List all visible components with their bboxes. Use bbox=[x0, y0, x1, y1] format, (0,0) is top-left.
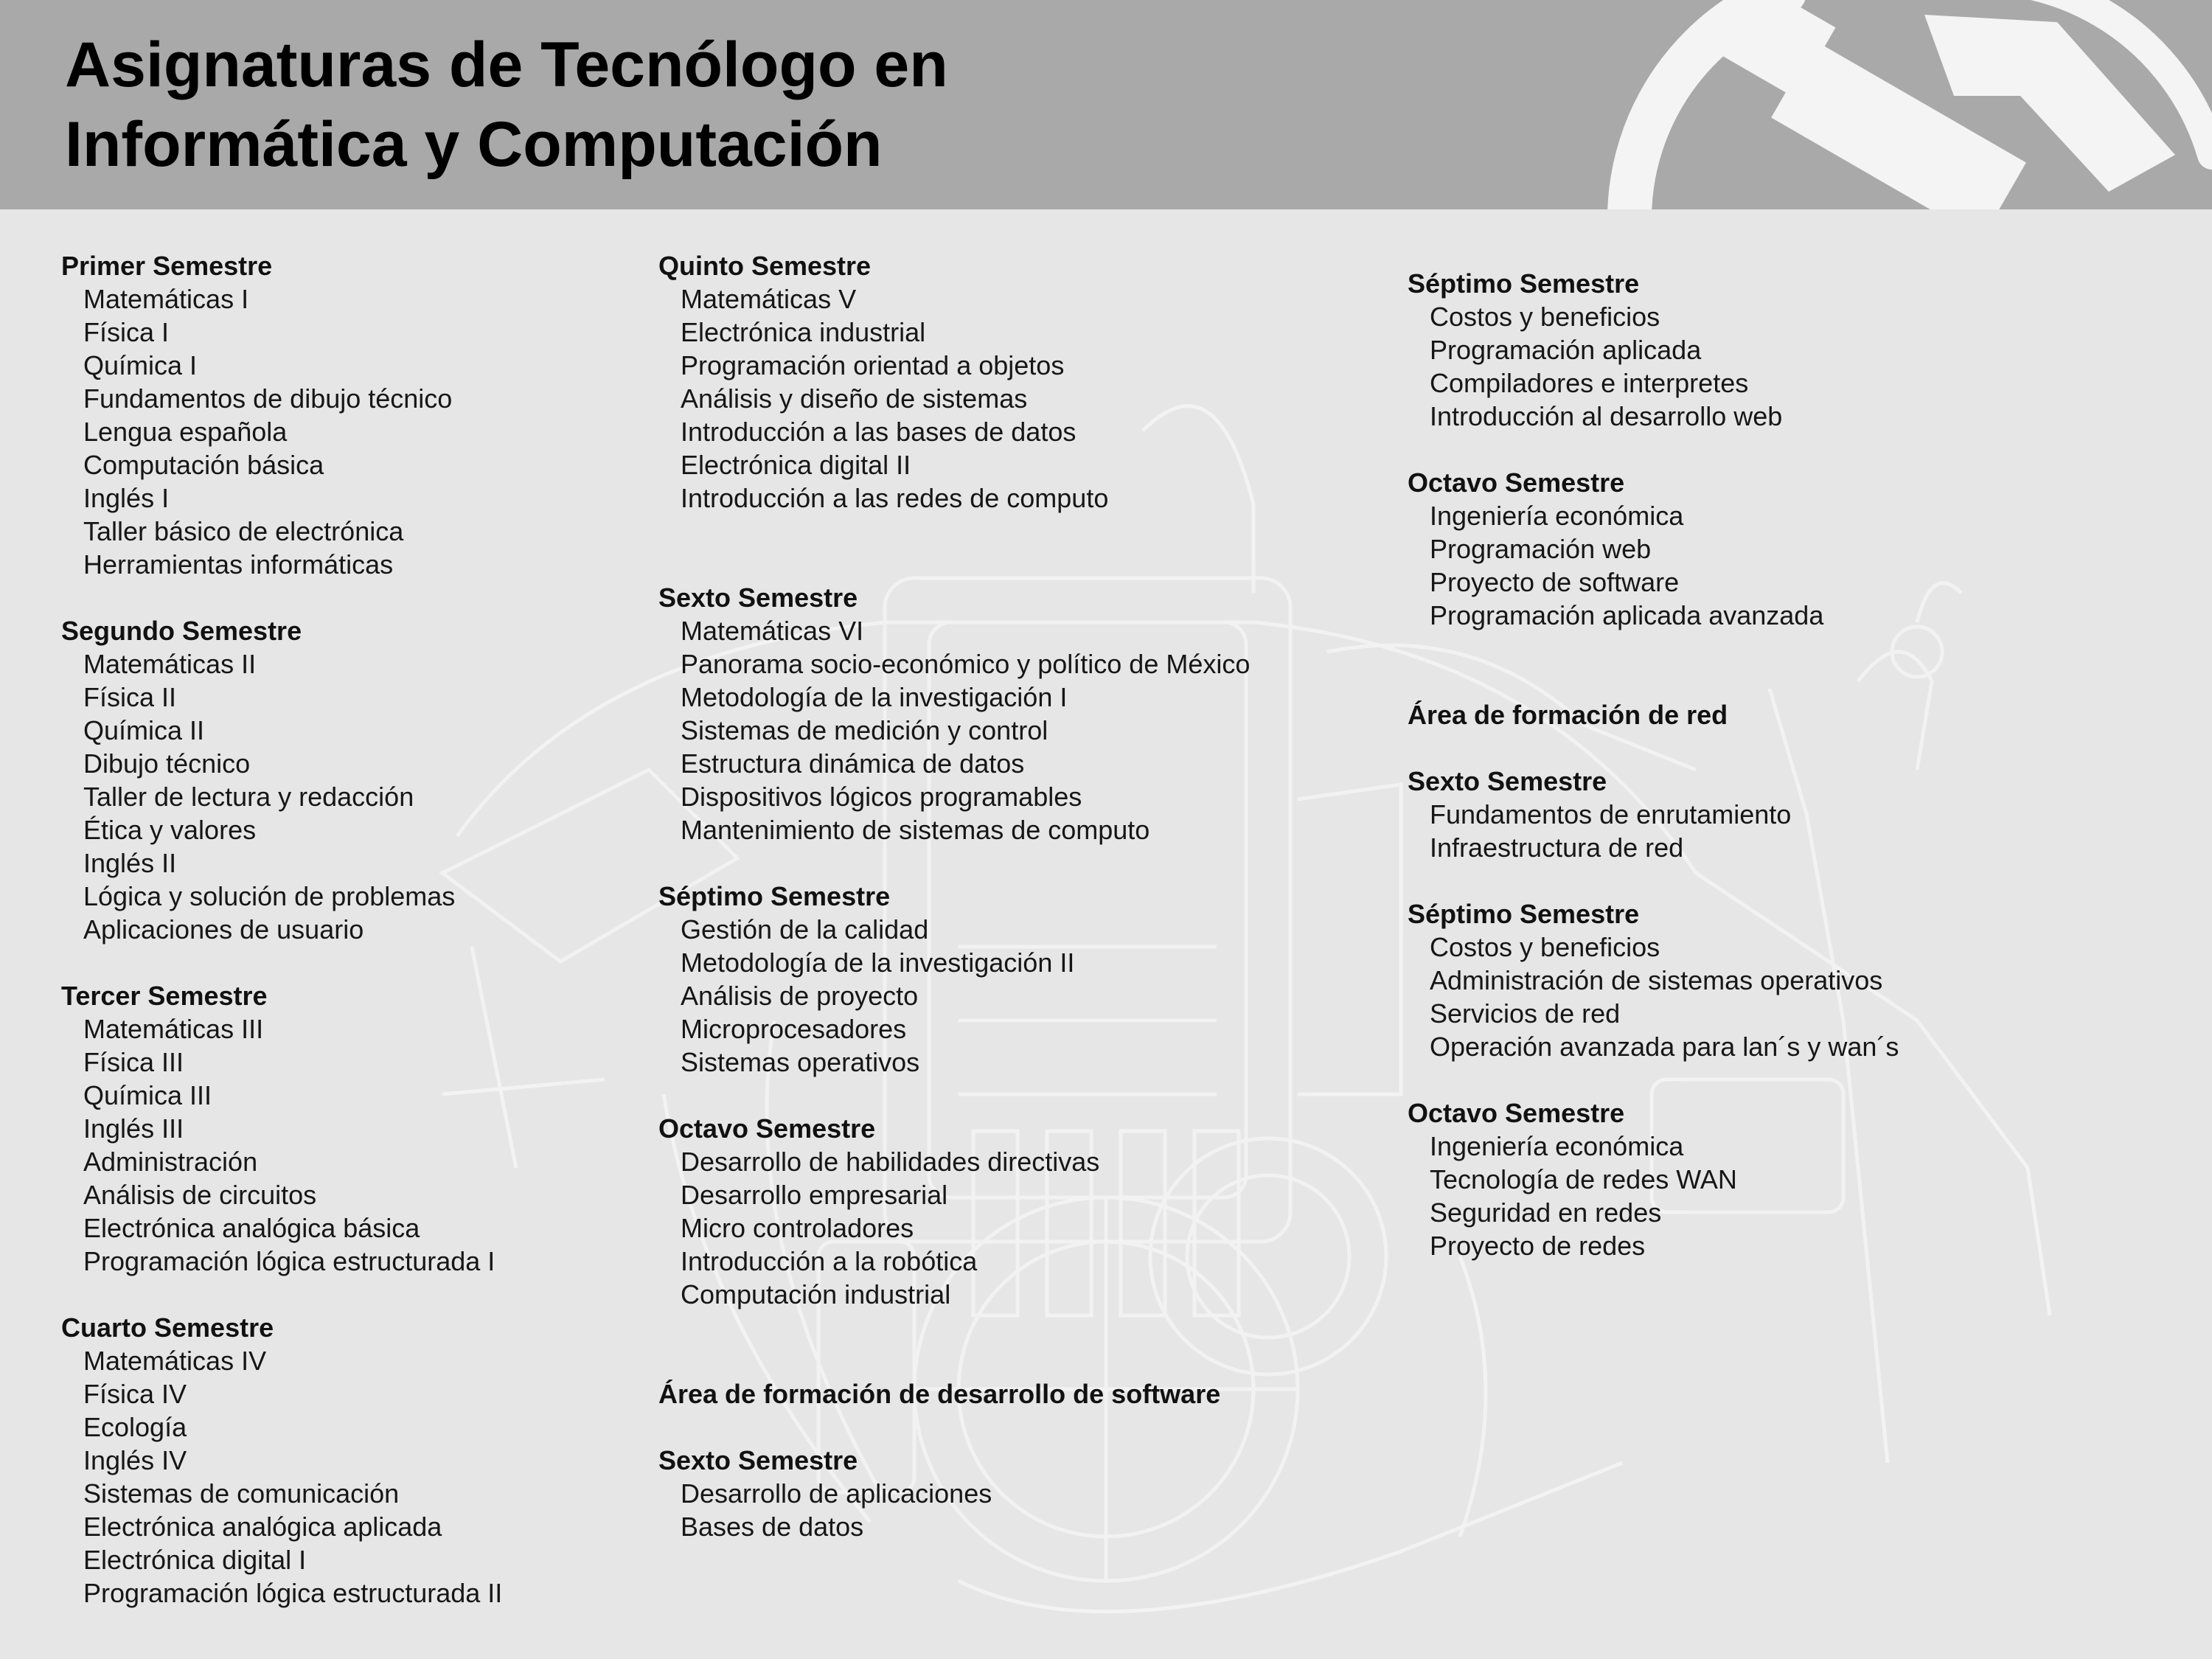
page-title bbox=[65, 25, 948, 184]
subject-item: Matemáticas V bbox=[681, 284, 857, 314]
subject-item: Costos y beneficios bbox=[1430, 302, 1660, 332]
semester-heading: Séptimo Semestre bbox=[1408, 899, 1640, 929]
subject-item: Infraestructura de red bbox=[1430, 832, 1684, 863]
semester-heading: Séptimo Semestre bbox=[1408, 268, 1640, 299]
subject-item: Análisis y diseño de sistemas bbox=[681, 383, 1028, 414]
semester-block-3 bbox=[61, 979, 502, 1278]
subject-item: Introducción a las bases de datos bbox=[681, 417, 1077, 447]
semester-block-2 bbox=[61, 614, 502, 946]
semester-heading: Octavo Semestre bbox=[1408, 467, 1625, 498]
subject-item: Programación aplicada bbox=[1430, 335, 1702, 365]
subject-item: Ecología bbox=[83, 1412, 187, 1442]
subject-item: Matemáticas I bbox=[83, 284, 249, 314]
header-banner bbox=[0, 0, 2212, 209]
software-semester-block-6 bbox=[658, 1444, 1250, 1543]
subject-item: Sistemas de comunicación bbox=[83, 1478, 400, 1509]
subject-item: Electrónica analógica básica bbox=[83, 1213, 420, 1243]
subject-item: Inglés III bbox=[83, 1113, 184, 1144]
subject-item: Tecnología de redes WAN bbox=[1430, 1164, 1737, 1194]
subject-item: Lengua española bbox=[83, 417, 288, 447]
subject-item: Desarrollo de aplicaciones bbox=[681, 1478, 992, 1509]
subject-item: Física II bbox=[83, 682, 177, 712]
subject-item: Electrónica digital II bbox=[681, 450, 911, 480]
subject-item: Electrónica industrial bbox=[681, 317, 926, 347]
subject-item: Fundamentos de dibujo técnico bbox=[83, 383, 453, 414]
subject-item: Electrónica analógica aplicada bbox=[83, 1512, 442, 1542]
page-title-line-1: Asignaturas de Tecnólogo en bbox=[65, 29, 948, 100]
subject-item: Matemáticas II bbox=[83, 649, 257, 679]
subject-item: Estructura dinámica de datos bbox=[681, 748, 1025, 779]
subject-item: Computación industrial bbox=[681, 1279, 951, 1310]
subject-item: Matemáticas III bbox=[83, 1014, 264, 1044]
subject-item: Desarrollo empresarial bbox=[681, 1180, 948, 1210]
subject-item: Sistemas operativos bbox=[681, 1047, 920, 1077]
subject-item: Programación orientad a objetos bbox=[681, 350, 1065, 380]
semester-heading: Sexto Semestre bbox=[658, 582, 858, 613]
subject-item: Introducción a la robótica bbox=[681, 1246, 978, 1276]
subject-item: Computación básica bbox=[83, 450, 324, 480]
subject-item: Mantenimiento de sistemas de computo bbox=[681, 815, 1150, 845]
subject-item: Inglés II bbox=[83, 848, 177, 878]
subject-item: Proyecto de redes bbox=[1430, 1231, 1646, 1261]
subject-item: Química III bbox=[83, 1080, 212, 1110]
subject-item: Inglés IV bbox=[83, 1445, 187, 1475]
subject-item: Herramientas informáticas bbox=[83, 549, 394, 580]
subject-item: Aplicaciones de usuario bbox=[83, 914, 364, 945]
subject-item: Taller básico de electrónica bbox=[83, 516, 404, 546]
semester-block-6 bbox=[658, 581, 1250, 846]
semester-heading: Quinto Semestre bbox=[658, 251, 872, 281]
network-semester-block-6 bbox=[1408, 765, 1899, 864]
column-semesters-1-4 bbox=[61, 249, 502, 1610]
network-semester-block-7 bbox=[1408, 897, 1899, 1063]
semester-heading: Segundo Semestre bbox=[61, 616, 302, 646]
column-semesters-5-8 bbox=[658, 249, 1250, 1543]
subject-item: Física III bbox=[83, 1047, 184, 1077]
subject-item: Desarrollo de habilidades directivas bbox=[681, 1147, 1100, 1177]
subject-item: Electrónica digital I bbox=[83, 1545, 307, 1575]
subject-item: Física I bbox=[83, 317, 170, 347]
subject-item: Ingeniería económica bbox=[1430, 1131, 1684, 1161]
subject-item: Análisis de proyecto bbox=[681, 981, 919, 1011]
column-specialization-areas bbox=[1408, 267, 1899, 1262]
subject-item: Taller de lectura y redacción bbox=[83, 782, 414, 812]
subject-item: Proyecto de software bbox=[1430, 567, 1680, 597]
semester-heading: Séptimo Semestre bbox=[658, 881, 891, 911]
subject-item: Química I bbox=[83, 350, 198, 380]
subject-item: Lógica y solución de problemas bbox=[83, 881, 456, 911]
subject-item: Programación lógica estructurada I bbox=[83, 1246, 495, 1276]
semester-block-5 bbox=[658, 249, 1250, 515]
subject-item: Programación aplicada avanzada bbox=[1430, 600, 1824, 630]
subject-item: Panorama socio-económico y político de México bbox=[681, 649, 1251, 679]
software-semester-block-7 bbox=[1408, 267, 1899, 433]
semester-heading: Octavo Semestre bbox=[658, 1113, 876, 1144]
subject-item: Micro controladores bbox=[681, 1213, 914, 1243]
semester-heading: Tercer Semestre bbox=[61, 981, 268, 1011]
subject-item: Programación web bbox=[1430, 534, 1652, 564]
semester-block-8 bbox=[658, 1112, 1250, 1311]
subject-item: Gestión de la calidad bbox=[681, 914, 929, 945]
subject-item: Matemáticas IV bbox=[83, 1346, 267, 1376]
subject-item: Servicios de red bbox=[1430, 998, 1621, 1029]
subject-item: Metodología de la investigación II bbox=[681, 947, 1075, 978]
semester-heading: Octavo Semestre bbox=[1408, 1098, 1625, 1128]
software-semester-block-8 bbox=[1408, 466, 1899, 632]
subject-item: Introducción al desarrollo web bbox=[1430, 401, 1783, 431]
subject-item: Bases de datos bbox=[681, 1512, 864, 1542]
institution-logo-icon bbox=[1541, 0, 2212, 209]
subject-item: Dispositivos lógicos programables bbox=[681, 782, 1082, 812]
subject-item: Metodología de la investigación I bbox=[681, 682, 1068, 712]
semester-heading: Cuarto Semestre bbox=[61, 1312, 274, 1343]
subject-item: Compiladores e interpretes bbox=[1430, 368, 1749, 398]
subject-item: Ética y valores bbox=[83, 815, 257, 845]
subject-item: Seguridad en redes bbox=[1430, 1197, 1662, 1228]
area-heading-software: Área de formación de desarrollo de software bbox=[658, 1379, 1221, 1409]
subject-item: Sistemas de medición y control bbox=[681, 715, 1048, 745]
semester-block-1 bbox=[61, 249, 502, 581]
subject-item: Administración de sistemas operativos bbox=[1430, 965, 1883, 995]
semester-block-4 bbox=[61, 1311, 502, 1610]
subject-item: Química II bbox=[83, 715, 205, 745]
semester-heading: Sexto Semestre bbox=[1408, 766, 1607, 796]
subject-item: Física IV bbox=[83, 1379, 187, 1409]
subject-item: Costos y beneficios bbox=[1430, 932, 1660, 962]
subject-item: Fundamentos de enrutamiento bbox=[1430, 799, 1792, 830]
subject-item: Matemáticas VI bbox=[681, 616, 864, 646]
subject-item: Dibujo técnico bbox=[83, 748, 251, 779]
semester-block-7 bbox=[658, 880, 1250, 1079]
subject-item: Introducción a las redes de computo bbox=[681, 483, 1109, 513]
subject-item: Inglés I bbox=[83, 483, 170, 513]
subject-item: Análisis de circuitos bbox=[83, 1180, 317, 1210]
subject-item: Operación avanzada para lan´s y wan´s bbox=[1430, 1032, 1899, 1062]
semester-heading: Primer Semestre bbox=[61, 251, 273, 281]
area-heading-network: Área de formación de red bbox=[1408, 700, 1728, 730]
subject-item: Programación lógica estructurada II bbox=[83, 1578, 503, 1608]
semester-heading: Sexto Semestre bbox=[658, 1445, 858, 1475]
subject-item: Ingeniería económica bbox=[1430, 501, 1684, 531]
subject-item: Microprocesadores bbox=[681, 1014, 907, 1044]
network-semester-block-8 bbox=[1408, 1096, 1899, 1262]
subject-item: Administración bbox=[83, 1147, 258, 1177]
page-title-line-2: Informática y Computación bbox=[65, 109, 883, 180]
